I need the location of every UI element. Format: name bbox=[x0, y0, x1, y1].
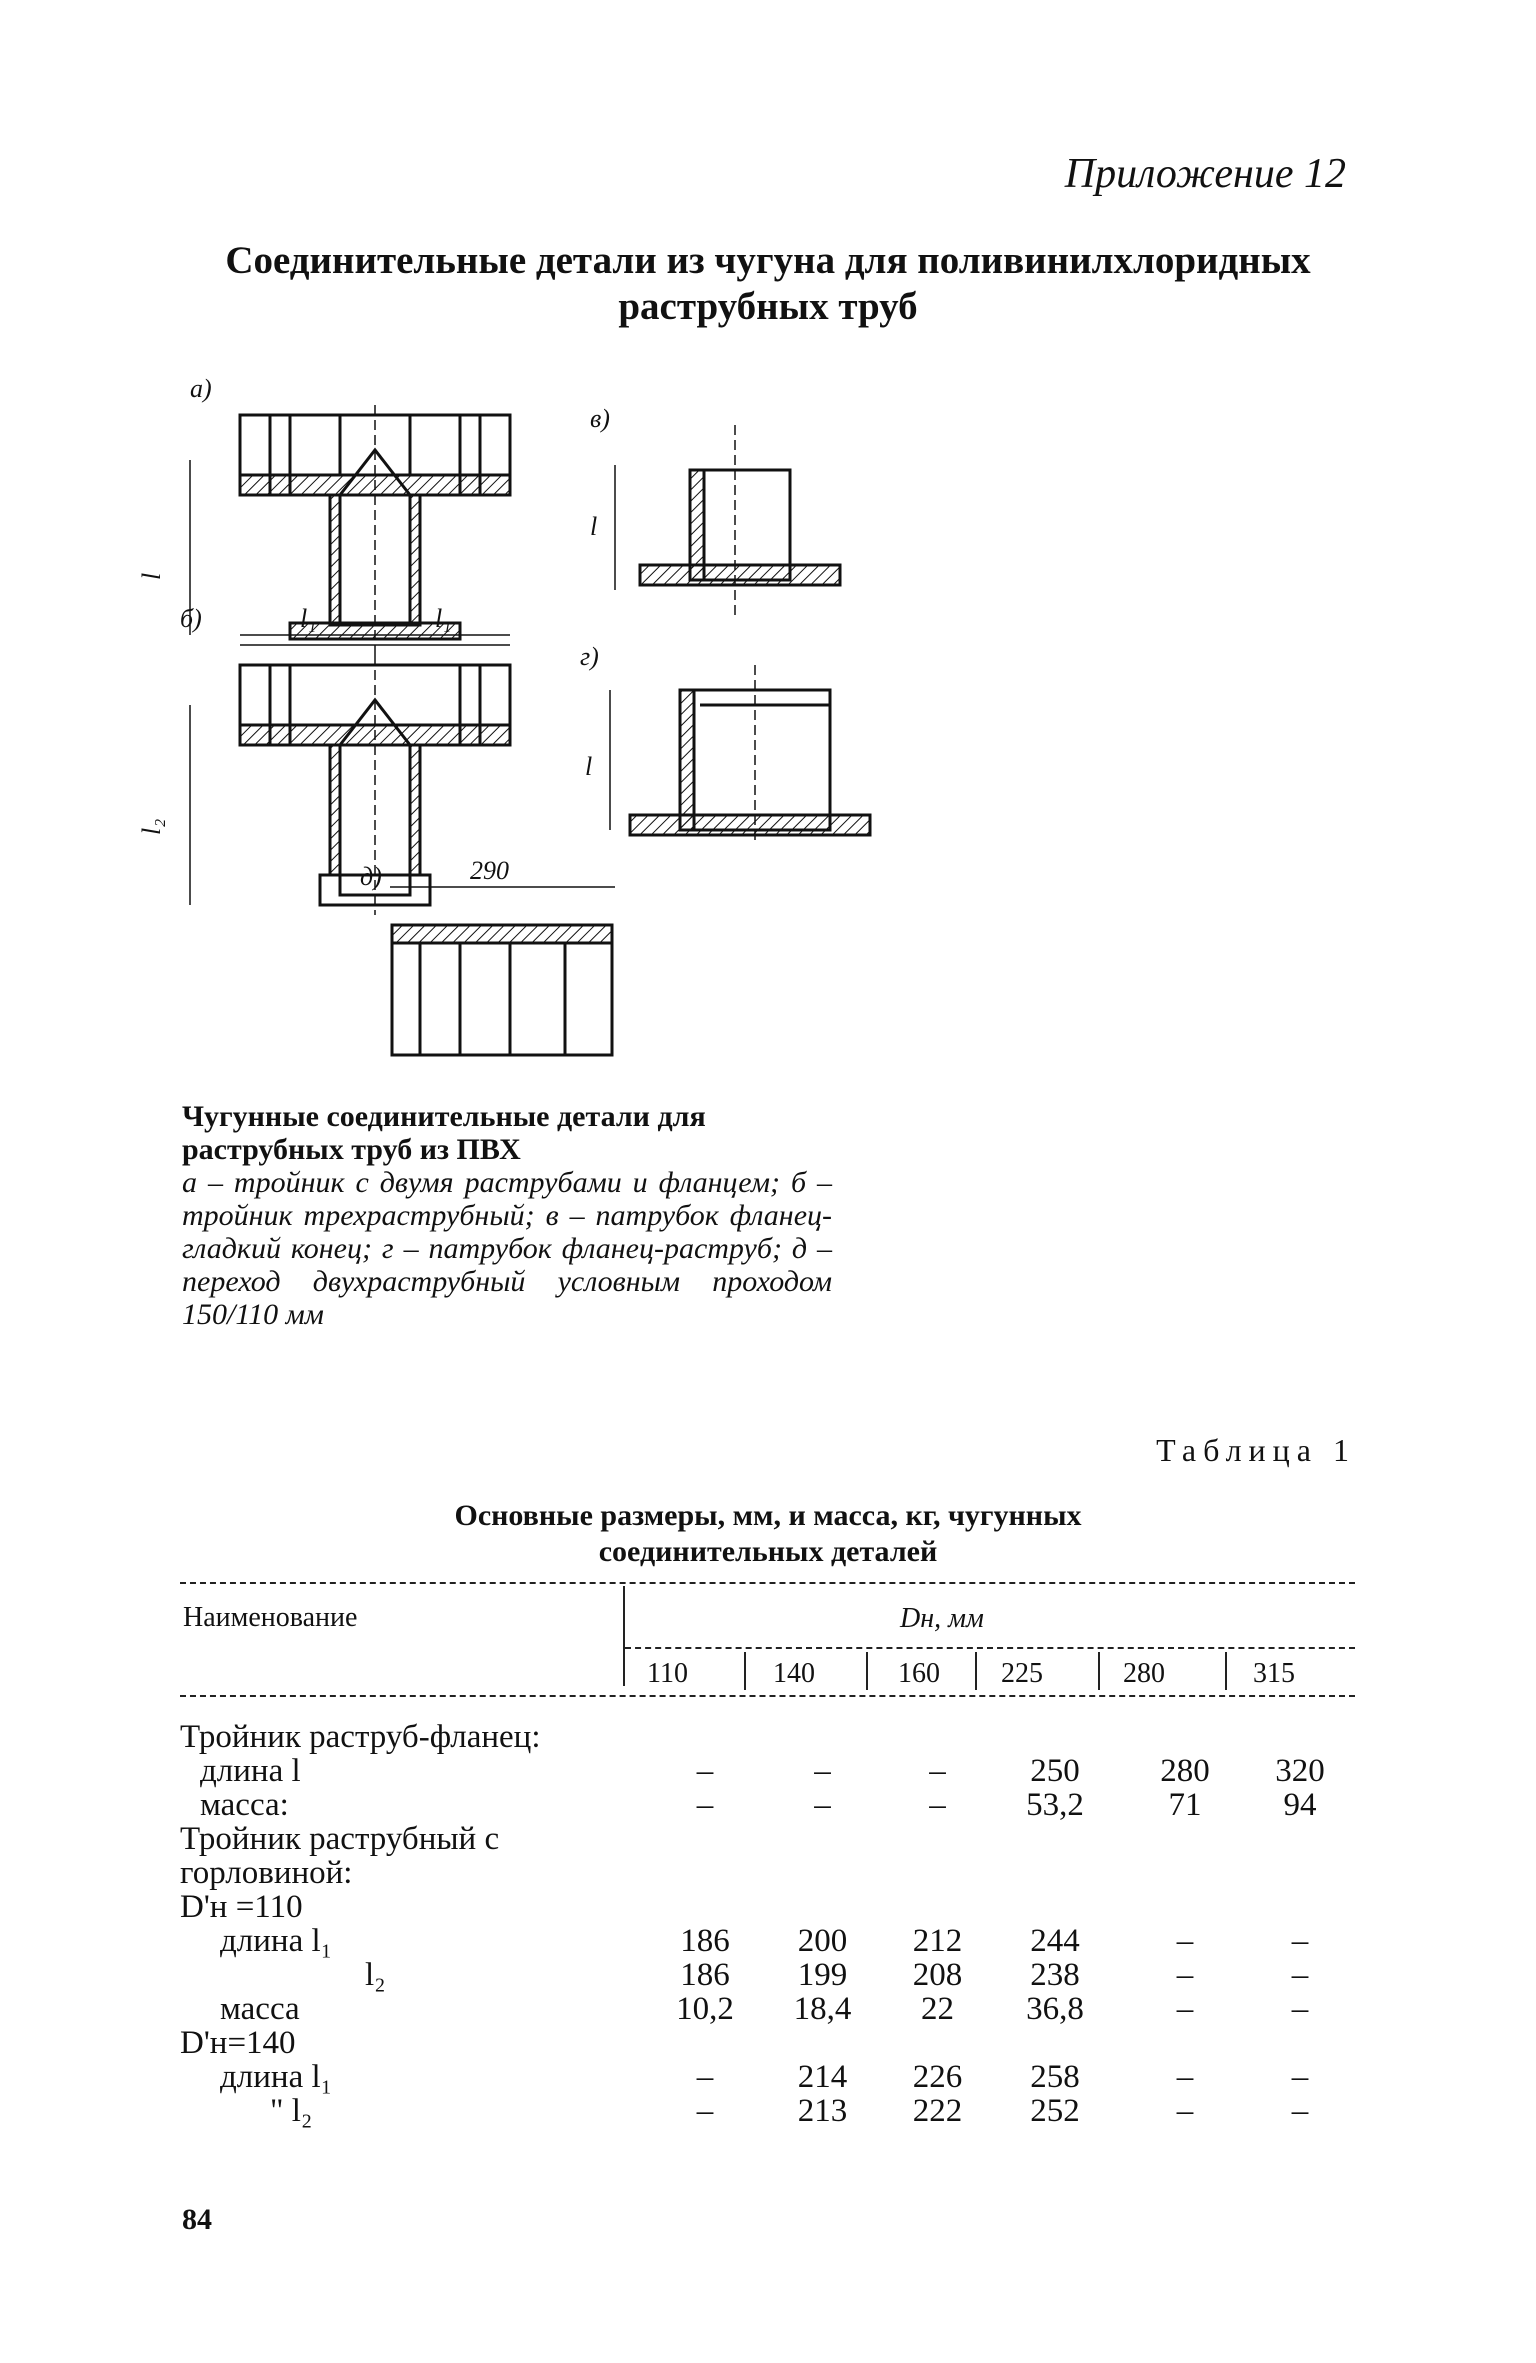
table-row bbox=[180, 1754, 1350, 1788]
cell: 252 bbox=[1030, 2093, 1080, 2129]
cell bbox=[650, 2026, 760, 2060]
row-name: длина l₁ bbox=[220, 1923, 333, 1959]
dim-l2: l₂ bbox=[137, 818, 166, 835]
table-row bbox=[180, 1788, 1350, 1822]
cell bbox=[990, 1822, 1120, 1856]
row-name: D'н =110 bbox=[180, 1889, 303, 1925]
cell bbox=[760, 1856, 885, 1890]
cell bbox=[1120, 1720, 1250, 1754]
cell bbox=[1250, 1822, 1350, 1856]
cell bbox=[1250, 2026, 1350, 2060]
row-name: масса: bbox=[200, 1787, 289, 1823]
cell: 214 bbox=[797, 2059, 848, 2095]
cell: – bbox=[696, 2059, 714, 2095]
page-title bbox=[0, 238, 1536, 330]
dim-l1-right: l₁ bbox=[435, 604, 452, 633]
row-name: горловиной: bbox=[180, 1855, 353, 1891]
cell: – bbox=[1291, 2093, 1309, 2129]
table-row bbox=[180, 2094, 1350, 2128]
table-top-rule bbox=[180, 1582, 1355, 1584]
cell: 36,8 bbox=[1026, 1991, 1084, 2027]
cell: – bbox=[696, 1787, 714, 1823]
cell: – bbox=[1176, 1957, 1194, 1993]
col-header-225: 225 bbox=[1001, 1658, 1043, 1689]
cell bbox=[650, 1856, 760, 1890]
cell: 186 bbox=[680, 1957, 730, 1993]
cell: 212 bbox=[912, 1923, 963, 1959]
col-header-name: Наименование bbox=[183, 1602, 358, 1633]
cell: – bbox=[1176, 2093, 1194, 2129]
col-header-160: 160 bbox=[898, 1658, 940, 1689]
cell bbox=[1250, 1890, 1350, 1924]
cell: – bbox=[929, 1787, 946, 1823]
row-name: длина l bbox=[200, 1753, 301, 1789]
row-name: масса bbox=[220, 1991, 300, 2027]
cell bbox=[885, 1720, 990, 1754]
figure-caption bbox=[182, 1100, 832, 1331]
row-name: " l₂ bbox=[270, 2093, 313, 2129]
cell: 226 bbox=[912, 2059, 963, 2095]
table-header-rule bbox=[180, 1695, 1355, 1697]
data-table bbox=[180, 1720, 1350, 2128]
fitting-v-flange-plain-end bbox=[590, 404, 840, 615]
col-sep bbox=[744, 1652, 746, 1690]
cell: – bbox=[1176, 1991, 1194, 2027]
table-title-line2: соединительных деталей bbox=[598, 1535, 938, 1568]
cell bbox=[760, 1822, 885, 1856]
cell: 22 bbox=[921, 1991, 954, 2027]
dim-290: 290 bbox=[470, 856, 509, 885]
cell: – bbox=[814, 1787, 831, 1823]
row-name: D'н=140 bbox=[180, 2025, 296, 2061]
row-name: Тройник раструбный с bbox=[180, 1821, 500, 1857]
cell: 280 bbox=[1160, 1753, 1210, 1789]
cell: 244 bbox=[1030, 1923, 1080, 1959]
cell bbox=[990, 1856, 1120, 1890]
cell: 200 bbox=[797, 1923, 848, 1959]
cell: 213 bbox=[797, 2093, 848, 2129]
cell: 186 bbox=[680, 1923, 730, 1959]
cell bbox=[1120, 1890, 1250, 1924]
table-row bbox=[180, 1856, 1350, 1890]
cell bbox=[885, 1890, 990, 1924]
cell: 53,2 bbox=[1026, 1787, 1084, 1823]
cell bbox=[1250, 1720, 1350, 1754]
cell: 199 bbox=[797, 1957, 848, 1993]
group-rule bbox=[625, 1647, 1355, 1649]
fittings-drawing bbox=[137, 365, 870, 1085]
cell bbox=[650, 1822, 760, 1856]
table-row bbox=[180, 1822, 1350, 1856]
col-sep bbox=[866, 1652, 868, 1690]
cell bbox=[885, 1822, 990, 1856]
cell: 222 bbox=[912, 2093, 963, 2129]
cell: – bbox=[1291, 1923, 1309, 1959]
row-name: l₂ bbox=[365, 1957, 386, 1993]
cell: 208 bbox=[912, 1957, 963, 1993]
cell: 258 bbox=[1030, 2059, 1080, 2095]
row-name: длина l₁ bbox=[220, 2059, 333, 2095]
fitting-g-flange-socket bbox=[580, 642, 870, 845]
page-number: 84 bbox=[182, 2203, 212, 2236]
cell bbox=[990, 1720, 1120, 1754]
cell bbox=[650, 1720, 760, 1754]
table-label: Таблица 1 bbox=[1156, 1432, 1356, 1468]
cell: – bbox=[1176, 2059, 1194, 2095]
table-row bbox=[180, 1720, 1350, 1754]
col-sep bbox=[975, 1652, 977, 1690]
table-row bbox=[180, 1992, 1350, 2026]
cell bbox=[760, 1890, 885, 1924]
cell: 10,2 bbox=[676, 1991, 734, 2027]
cell bbox=[1120, 1856, 1250, 1890]
table-title bbox=[0, 1498, 1536, 1570]
cell: – bbox=[814, 1753, 831, 1789]
caption-heading: Чугунные соединительные детали для раструбных труб из ПВХ bbox=[182, 1100, 706, 1166]
page-title-line1: Соединительные детали из чугуна для поливинилхлоридных bbox=[225, 239, 1311, 282]
col-header-110: 110 bbox=[647, 1658, 688, 1689]
column-header-row bbox=[623, 1652, 1358, 1692]
cell bbox=[1120, 1822, 1250, 1856]
col-header-315: 315 bbox=[1253, 1658, 1295, 1689]
table-row bbox=[180, 1890, 1350, 1924]
label-v: в) bbox=[590, 404, 610, 433]
cell bbox=[1120, 2026, 1250, 2060]
appendix-label: Приложение 12 bbox=[1064, 151, 1346, 197]
dim-l-a: l bbox=[137, 572, 166, 580]
col-sep bbox=[1225, 1652, 1227, 1690]
caption-body: а – тройник с двумя раструбами и фланцем; б – тройник трехраструбный; в – патрубок фланец-гладкий конец; г – патрубок фланец-раструб; д – переход двухраструбный условным проходом 150/110 мм bbox=[182, 1166, 832, 1331]
label-g: г) bbox=[580, 642, 599, 671]
dim-l-v: l bbox=[590, 512, 598, 541]
col-sep bbox=[1098, 1652, 1100, 1690]
table-row bbox=[180, 1958, 1350, 1992]
dim-l-g: l bbox=[585, 752, 593, 781]
cell: – bbox=[1291, 2059, 1309, 2095]
row-name: Тройник раструб-фланец: bbox=[180, 1719, 541, 1755]
cell bbox=[990, 1890, 1120, 1924]
cell: 320 bbox=[1275, 1753, 1325, 1789]
cell: – bbox=[929, 1753, 946, 1789]
cell: 18,4 bbox=[793, 1991, 852, 2027]
dim-l1-left: l₁ bbox=[300, 604, 317, 633]
table-row bbox=[180, 2060, 1350, 2094]
label-a: а) bbox=[190, 374, 212, 403]
cell bbox=[885, 2026, 990, 2060]
fitting-d-reducer bbox=[360, 856, 615, 1055]
cell bbox=[760, 1720, 885, 1754]
label-d: д) bbox=[360, 862, 382, 891]
cell: – bbox=[696, 1753, 714, 1789]
col-header-group: Dн, мм bbox=[900, 1603, 984, 1634]
label-b: б) bbox=[180, 604, 202, 633]
cell bbox=[760, 2026, 885, 2060]
page-title-line2: раструбных труб bbox=[618, 285, 918, 328]
cell: 94 bbox=[1283, 1787, 1317, 1823]
cell: 250 bbox=[1030, 1753, 1080, 1789]
cell bbox=[885, 1856, 990, 1890]
cell: – bbox=[1176, 1923, 1194, 1959]
cell bbox=[1250, 1856, 1350, 1890]
cell bbox=[990, 2026, 1120, 2060]
cell: – bbox=[696, 2093, 714, 2129]
table-row bbox=[180, 2026, 1350, 2060]
cell: 71 bbox=[1168, 1787, 1202, 1823]
table-row bbox=[180, 1924, 1350, 1958]
cell bbox=[650, 1890, 760, 1924]
cell: – bbox=[1291, 1957, 1309, 1993]
cell: – bbox=[1291, 1991, 1309, 2027]
cell: 238 bbox=[1030, 1957, 1080, 1993]
col-header-280: 280 bbox=[1123, 1658, 1165, 1689]
table-title-line1: Основные размеры, мм, и масса, кг, чугунных bbox=[454, 1499, 1082, 1532]
fitting-b-tee-three-socket bbox=[137, 604, 510, 915]
col-header-140: 140 bbox=[773, 1658, 815, 1689]
